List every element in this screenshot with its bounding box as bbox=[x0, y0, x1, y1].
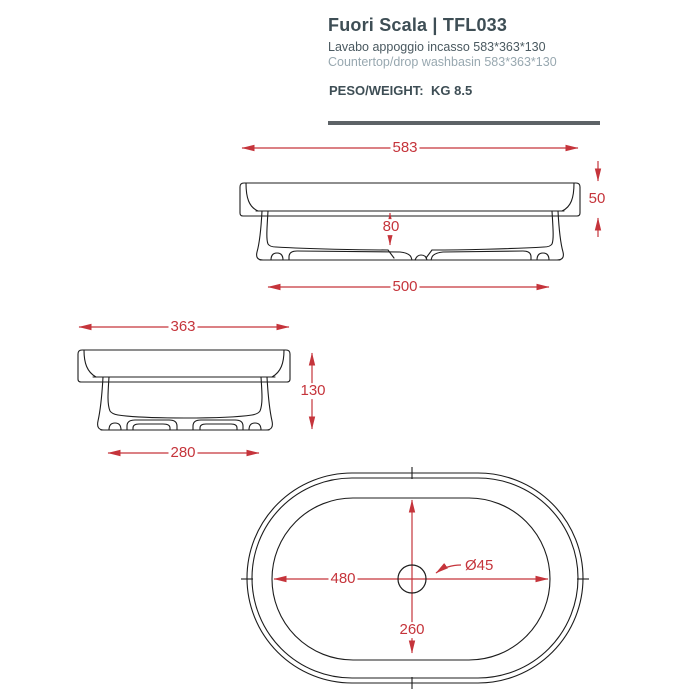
dim-side-total-height: 130 bbox=[300, 382, 326, 400]
dim-side-base-depth: 280 bbox=[170, 444, 196, 462]
weight-value: KG 8.5 bbox=[431, 83, 473, 98]
page-title: Fuori Scala | TFL033 bbox=[328, 15, 508, 35]
weight-label: PESO/WEIGHT: bbox=[329, 83, 424, 98]
side-elevation-dimension-lines bbox=[79, 327, 312, 453]
dim-front-total-width: 583 bbox=[392, 139, 418, 157]
plan-view bbox=[241, 467, 589, 689]
dim-side-total-depth: 363 bbox=[170, 318, 196, 336]
dim-front-rim-height: 50 bbox=[588, 190, 606, 208]
dim-front-basin-depth: 80 bbox=[382, 218, 400, 236]
dim-front-base-width: 500 bbox=[392, 278, 418, 296]
subtitle-english: Countertop/drop washbasin 583*363*130 bbox=[328, 55, 557, 69]
subtitle-italian: Lavabo appoggio incasso 583*363*130 bbox=[328, 40, 546, 54]
front-elevation-dimension-lines bbox=[242, 148, 598, 287]
dim-plan-drain-diameter: Ø45 bbox=[465, 557, 494, 575]
dim-plan-bowl-length: 480 bbox=[330, 570, 356, 588]
front-elevation-view bbox=[240, 183, 580, 260]
dim-plan-bowl-width: 260 bbox=[399, 621, 425, 639]
side-elevation-view bbox=[78, 350, 290, 430]
